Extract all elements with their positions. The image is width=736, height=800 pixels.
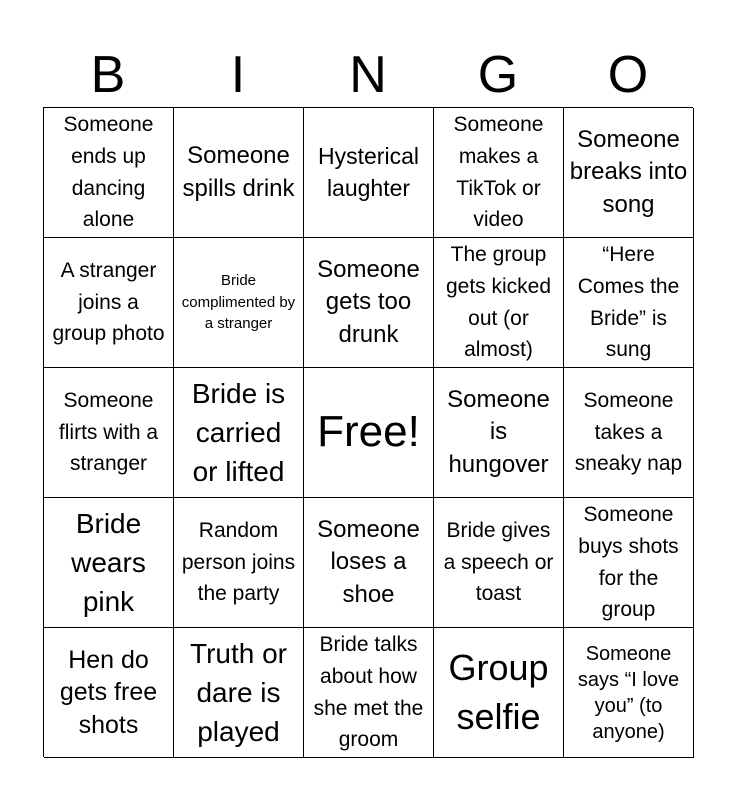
- bingo-cell[interactable]: [434, 498, 564, 628]
- bingo-cell[interactable]: [434, 108, 564, 238]
- bingo-cell[interactable]: [44, 238, 174, 368]
- cell-text: Bride is carried or lifted: [191, 377, 286, 488]
- cell-text: Someone takes a sneaky nap: [574, 388, 683, 476]
- header-letter-g: G: [477, 46, 519, 104]
- cell-text: Someone ends up dancing alone: [63, 112, 154, 232]
- cell-text: Group selfie: [448, 646, 549, 737]
- bingo-cell[interactable]: [564, 498, 694, 628]
- bingo-cell[interactable]: [174, 238, 304, 368]
- bingo-cell[interactable]: [304, 628, 434, 758]
- cell-text: A stranger joins a group photo: [52, 258, 165, 346]
- cell-text: Someone buys shots for the group: [578, 502, 679, 622]
- cell-text: Someone flirts with a stranger: [58, 388, 159, 476]
- cell-text: Someone breaks into song: [569, 125, 688, 218]
- cell-text: Bride wears pink: [71, 507, 146, 618]
- bingo-cell[interactable]: [564, 628, 694, 758]
- cell-text: The group gets kicked out (or almost): [445, 242, 552, 362]
- bingo-cell[interactable]: [174, 628, 304, 758]
- bingo-cell[interactable]: [434, 628, 564, 758]
- bingo-cell[interactable]: [44, 368, 174, 498]
- cell-text: Someone loses a shoe: [317, 515, 420, 608]
- cell-text: Bride gives a speech or toast: [443, 518, 554, 606]
- bingo-cell[interactable]: [434, 238, 564, 368]
- bingo-cell[interactable]: [564, 238, 694, 368]
- header-letter-i: I: [230, 46, 246, 104]
- cell-text: Bride talks about how she met the groom: [313, 632, 424, 752]
- bingo-cell[interactable]: [304, 498, 434, 628]
- cell-text: Bride complimented by a stranger: [181, 271, 296, 333]
- bingo-cell[interactable]: [174, 368, 304, 498]
- bingo-cell[interactable]: [174, 498, 304, 628]
- cell-text: Hen do gets free shots: [59, 645, 158, 739]
- bingo-cell[interactable]: [44, 108, 174, 238]
- bingo-cell[interactable]: [174, 108, 304, 238]
- header-letter-o: O: [607, 46, 649, 104]
- header-letter-n: N: [349, 46, 387, 104]
- bingo-cell[interactable]: [44, 498, 174, 628]
- cell-text: Someone makes a TikTok or video: [453, 112, 544, 232]
- bingo-cell[interactable]: [44, 628, 174, 758]
- bingo-cell-free[interactable]: [304, 368, 434, 498]
- bingo-cell[interactable]: [564, 108, 694, 238]
- bingo-cell[interactable]: [304, 108, 434, 238]
- bingo-header: [43, 44, 693, 106]
- bingo-cell[interactable]: [564, 368, 694, 498]
- cell-text: “Here Comes the Bride” is sung: [577, 242, 680, 362]
- cell-text: Someone is hungover: [447, 385, 550, 478]
- free-space-text: Free!: [317, 407, 420, 457]
- bingo-cell[interactable]: [304, 238, 434, 368]
- cell-text: Someone says “I love you” (to anyone): [577, 642, 680, 743]
- cell-text: Someone gets too drunk: [317, 255, 420, 348]
- header-letter-b: B: [90, 46, 126, 104]
- cell-text: Hysterical laughter: [318, 142, 419, 201]
- bingo-cell[interactable]: [434, 368, 564, 498]
- cell-text: Truth or dare is played: [190, 637, 287, 748]
- cell-text: Someone spills drink: [182, 142, 295, 202]
- bingo-board: [43, 107, 693, 757]
- cell-text: Random person joins the party: [181, 518, 296, 606]
